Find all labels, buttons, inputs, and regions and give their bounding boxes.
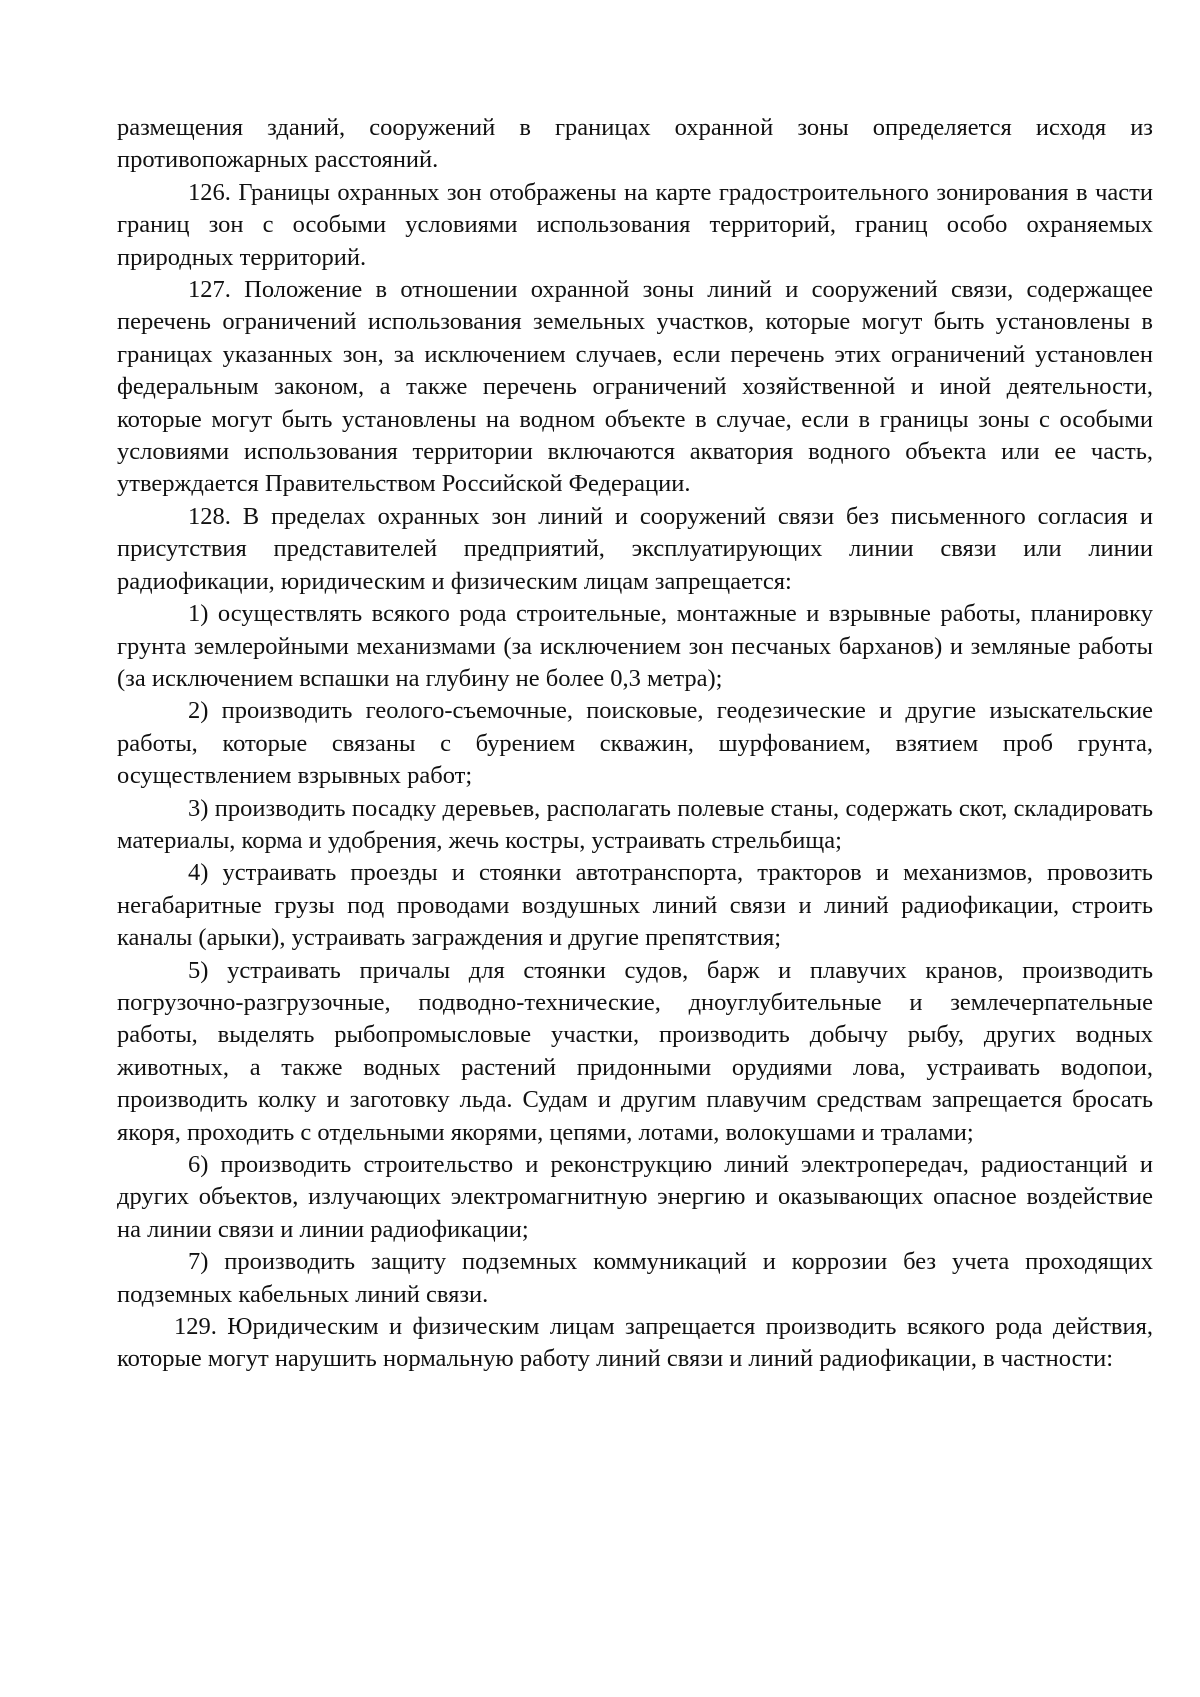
list-item-5: 5) устраивать причалы для стоянки судов, барж и плавучих кранов, производить погрузочно-разгрузочные, подводно-технические, дноуглубительные и землечерпательные работы, выделять рыбопромысловые участки, производить добычу рыбу, других водных животных, а также водных растений придонными орудиями лова, устраивать водопои, производить колку и заготовку льда. Судам и другим плавучим средствам запрещается бросать якоря, проходить с отдельными якорями, цепями, лотами, волокушами и тралами;	[117, 956, 1153, 1146]
document-page	[117, 112, 1153, 1376]
list-item-3: 3) производить посадку деревьев, располагать полевые станы, содержать скот, складировать материалы, корма и удобрения, жечь костры, устраивать стрельбища;	[117, 794, 1153, 854]
paragraph-129: 129. Юридическим и физическим лицам запрещается производить всякого рода действия, которые могут нарушить нормальную работу линий связи и линий радиофикации, в частности:	[117, 1313, 1153, 1373]
list-item-7: 7) производить защиту подземных коммуникаций и коррозии без учета проходящих подземных кабельных линий связи.	[117, 1248, 1153, 1308]
list-item-4: 4) устраивать проезды и стоянки автотранспорта, тракторов и механизмов, провозить негабаритные грузы под проводами воздушных линий связи и линий радиофикации, строить каналы (арыки), устраивать заграждения и другие препятствия;	[117, 859, 1153, 952]
list-item-6: 6) производить строительство и реконструкцию линий электропередач, радиостанций и других объектов, излучающих электромагнитную энергию и оказывающих опасное воздействие на линии связи и линии радиофикации;	[117, 1151, 1153, 1243]
paragraph-126: 126. Границы охранных зон отображены на карте градостроительного зонирования в части границ зон с особыми условиями использования территорий, границ особо охраняемых природных территорий.	[117, 178, 1153, 271]
paragraph-127: 127. Положение в отношении охранной зоны линий и сооружений связи, содержащее перечень ограничений использования земельных участков, которые могут быть установлены в границах указанных зон, за исключением случаев, если перечень этих ограничений установлен федеральным законом, а также перечень ограничений хозяйственной и иной деятельности, которые могут быть установлены на водном объекте в случае, если в границы зоны с особыми условиями использования территории включаются акватория водного объекта или ее часть, утверждается Правительством Российской Федерации.	[117, 276, 1153, 498]
paragraph-128: 128. В пределах охранных зон линий и сооружений связи без письменного согласия и присутствия представителей предприятий, эксплуатирующих линии связи или линии радиофикации, юридическим и физическим лицам запрещается:	[117, 502, 1153, 595]
list-item-2: 2) производить геолого-съемочные, поисковые, геодезические и другие изыскательские работы, которые связаны с бурением скважин, шурфованием, взятием проб грунта, осуществлением взрывных работ;	[117, 697, 1153, 790]
list-item-1: 1) осуществлять всякого рода строительные, монтажные и взрывные работы, планировку грунта землеройными механизмами (за исключением зон песчаных барханов) и земляные работы (за исключением вспашки на глубину не более 0,3 метра);	[117, 600, 1153, 692]
paragraph-continuation: размещения зданий, сооружений в границах охранной зоны определяется исходя из противопожарных расстояний.	[117, 114, 1153, 174]
